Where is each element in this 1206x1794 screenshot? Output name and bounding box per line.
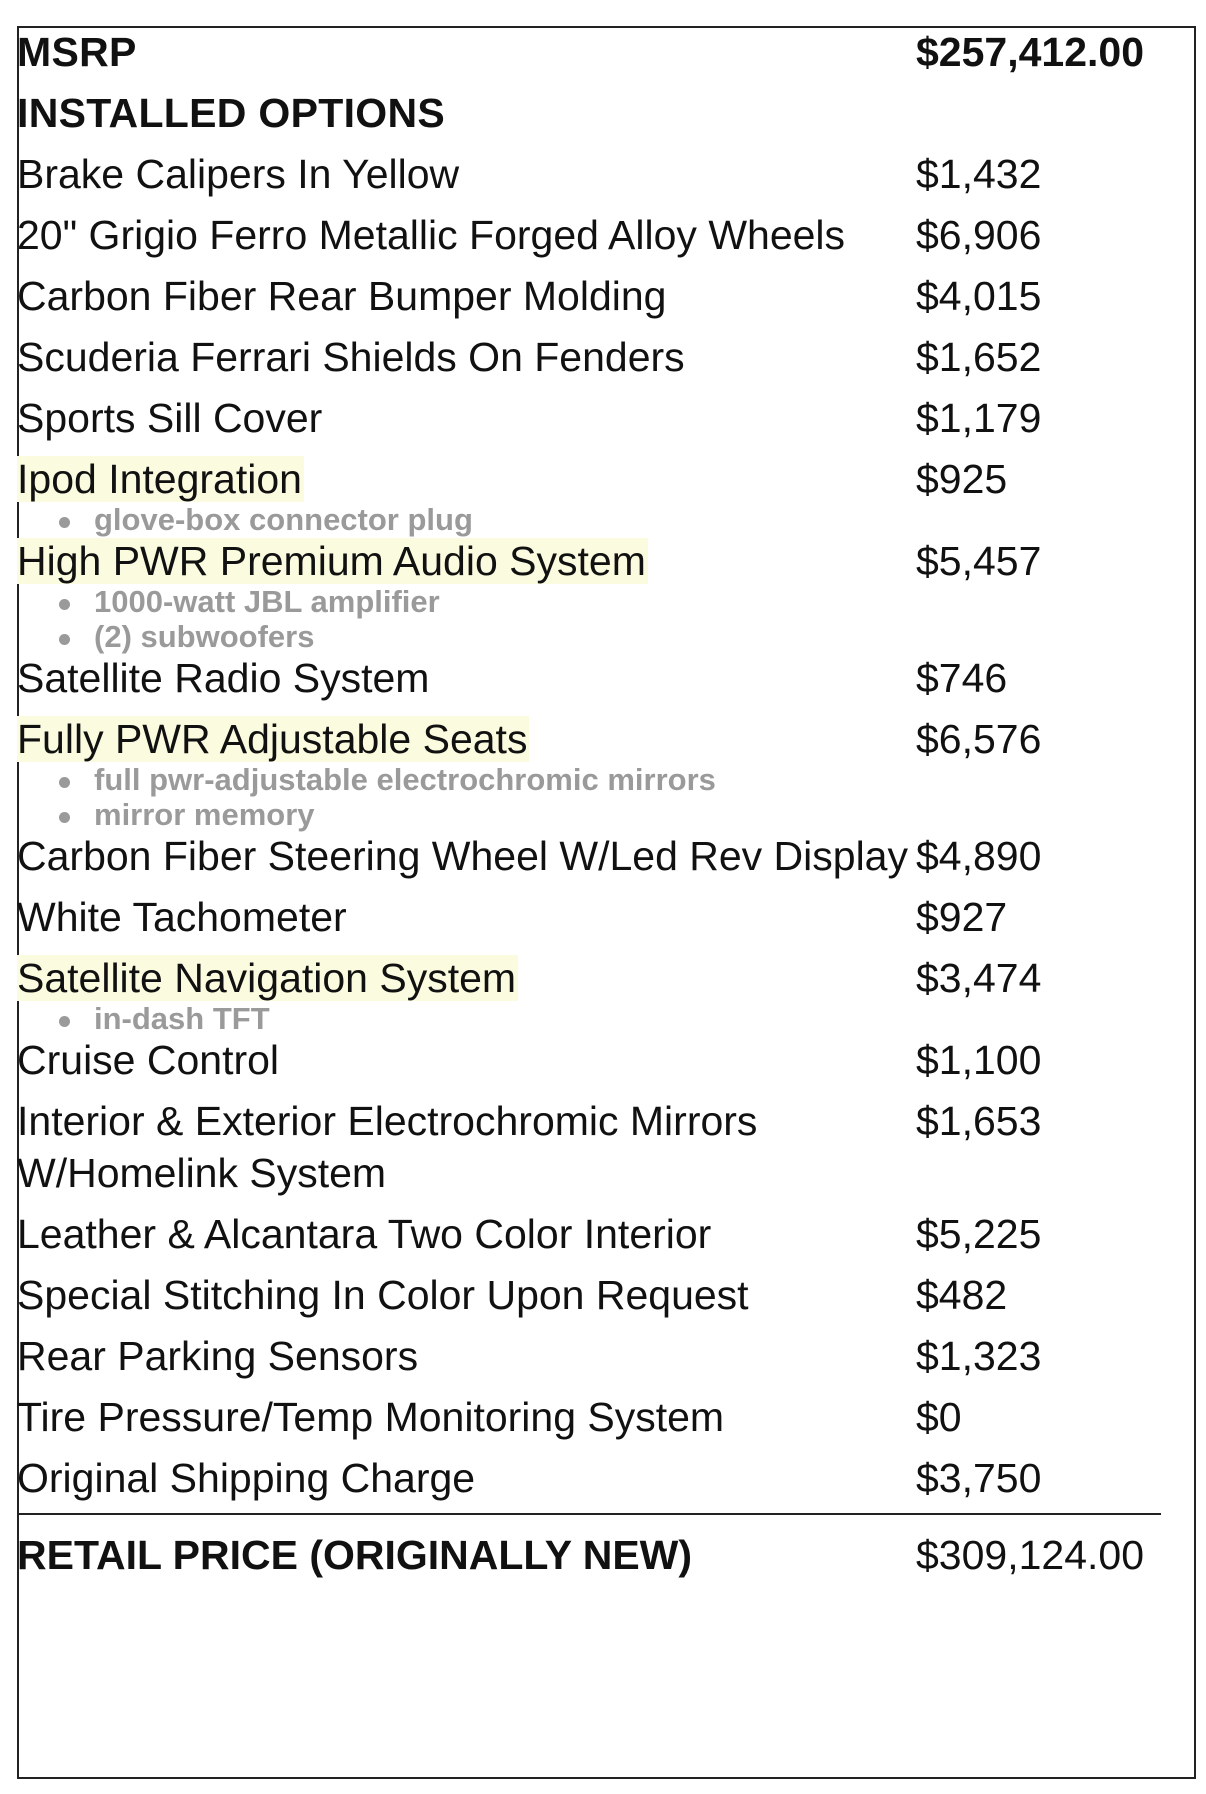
option-row — [17, 1034, 1161, 1086]
option-price: $4,890 — [916, 833, 1042, 879]
option-label — [17, 1452, 916, 1504]
option-row — [17, 952, 1161, 1004]
option-price: $5,457 — [916, 538, 1042, 584]
option-label — [17, 1330, 916, 1382]
option-detail-text: mirror memory — [94, 797, 315, 832]
option-row — [17, 535, 1161, 587]
option-detail-text: (2) subwoofers — [94, 619, 315, 654]
option-label-text: Tire Pressure/Temp Monitoring System — [17, 1394, 725, 1440]
option-price: $1,432 — [916, 151, 1042, 197]
option-row — [17, 148, 1161, 200]
option-label-text: Leather & Alcantara Two Color Interior — [17, 1211, 712, 1257]
option-price: $6,906 — [916, 212, 1042, 258]
option-price: $3,474 — [916, 955, 1042, 1001]
option-price: $0 — [916, 1394, 962, 1440]
option-label — [17, 891, 916, 943]
option-label-text: Scuderia Ferrari Shields On Fenders — [17, 334, 685, 380]
option-label — [17, 270, 916, 322]
retail-price-label: RETAIL PRICE (ORIGINALLY NEW) — [17, 1532, 693, 1578]
option-row — [17, 209, 1161, 261]
option-label — [17, 453, 916, 505]
option-label-text: Special Stitching In Color Upon Request — [17, 1272, 749, 1318]
option-label — [17, 331, 916, 383]
option-label-text: Sports Sill Cover — [17, 395, 323, 441]
option-label-text: Interior & Exterior Electrochromic Mirrors W/Homelink System — [17, 1098, 758, 1196]
option-label-text: Original Shipping Charge — [17, 1455, 476, 1501]
option-price: $1,653 — [916, 1098, 1042, 1144]
option-row — [17, 1269, 1161, 1321]
option-label — [17, 713, 916, 765]
bullet-icon — [59, 1016, 70, 1027]
option-price: $3,750 — [916, 1455, 1042, 1501]
option-price: $746 — [916, 655, 1008, 701]
option-label-text: Carbon Fiber Steering Wheel W/Led Rev Display — [17, 833, 908, 879]
option-price: $1,652 — [916, 334, 1042, 380]
option-label-text: 20" Grigio Ferro Metallic Forged Alloy Wheels — [17, 212, 846, 258]
option-price: $1,323 — [916, 1333, 1042, 1379]
option-row — [17, 1330, 1161, 1382]
option-row — [17, 652, 1161, 704]
option-row — [17, 1208, 1161, 1260]
option-label-text: White Tachometer — [17, 894, 347, 940]
option-row — [17, 1452, 1161, 1504]
bullet-icon — [59, 634, 70, 645]
option-label-text: Rear Parking Sensors — [17, 1333, 419, 1379]
option-label-text: Ipod Integration — [17, 456, 302, 502]
option-price: $482 — [916, 1272, 1008, 1318]
msrp-value: $257,412.00 — [916, 29, 1145, 75]
option-label — [17, 652, 916, 704]
retail-price-row — [17, 1529, 1161, 1581]
option-label — [17, 1391, 916, 1443]
option-label — [17, 392, 916, 444]
option-details-list — [17, 1001, 1161, 1036]
option-label — [17, 1095, 916, 1199]
option-detail-text: 1000-watt JBL amplifier — [94, 584, 440, 619]
installed-options-heading: INSTALLED OPTIONS — [17, 90, 446, 136]
total-divider — [17, 1513, 1161, 1515]
option-label-text: Cruise Control — [17, 1037, 280, 1083]
option-row — [17, 713, 1161, 765]
msrp-row — [17, 26, 1161, 78]
installed-options-heading-row — [17, 87, 1161, 139]
option-detail-text: glove-box connector plug — [94, 502, 473, 537]
option-details-list — [17, 762, 1161, 832]
option-price: $1,179 — [916, 395, 1042, 441]
option-detail-text: full pwr-adjustable electrochromic mirrors — [94, 762, 716, 797]
option-detail-item — [17, 502, 1161, 537]
option-label — [17, 952, 916, 1004]
bullet-icon — [59, 599, 70, 610]
option-row — [17, 830, 1161, 882]
option-label-text: Fully PWR Adjustable Seats — [17, 716, 528, 762]
option-row — [17, 270, 1161, 322]
option-label — [17, 535, 916, 587]
option-details-list — [17, 502, 1161, 537]
option-detail-item — [17, 762, 1161, 797]
window-sticker — [17, 26, 1161, 1581]
option-label — [17, 830, 916, 882]
option-price: $927 — [916, 894, 1008, 940]
option-detail-item — [17, 1001, 1161, 1036]
option-label — [17, 209, 916, 261]
option-price: $6,576 — [916, 716, 1042, 762]
bullet-icon — [59, 517, 70, 528]
retail-price-value: $309,124.00 — [916, 1532, 1145, 1578]
option-label — [17, 1034, 916, 1086]
option-row — [17, 1095, 1161, 1199]
option-details-list — [17, 584, 1161, 654]
option-label — [17, 1208, 916, 1260]
option-row — [17, 392, 1161, 444]
option-row — [17, 1391, 1161, 1443]
msrp-label: MSRP — [17, 29, 137, 75]
options-list — [17, 148, 1161, 1504]
option-detail-item — [17, 797, 1161, 832]
option-price: $5,225 — [916, 1211, 1042, 1257]
option-label-text: Carbon Fiber Rear Bumper Molding — [17, 273, 667, 319]
option-label — [17, 1269, 916, 1321]
option-row — [17, 453, 1161, 505]
option-label-text: Satellite Navigation System — [17, 955, 517, 1001]
option-detail-item — [17, 584, 1161, 619]
option-detail-item — [17, 619, 1161, 654]
option-label-text: High PWR Premium Audio System — [17, 538, 646, 584]
bullet-icon — [59, 777, 70, 788]
option-detail-text: in-dash TFT — [94, 1001, 270, 1036]
bullet-icon — [59, 812, 70, 823]
option-price: $925 — [916, 456, 1008, 502]
option-price: $4,015 — [916, 273, 1042, 319]
option-row — [17, 331, 1161, 383]
option-price: $1,100 — [916, 1037, 1042, 1083]
option-label-text: Brake Calipers In Yellow — [17, 151, 460, 197]
option-label-text: Satellite Radio System — [17, 655, 430, 701]
option-label — [17, 148, 916, 200]
option-row — [17, 891, 1161, 943]
